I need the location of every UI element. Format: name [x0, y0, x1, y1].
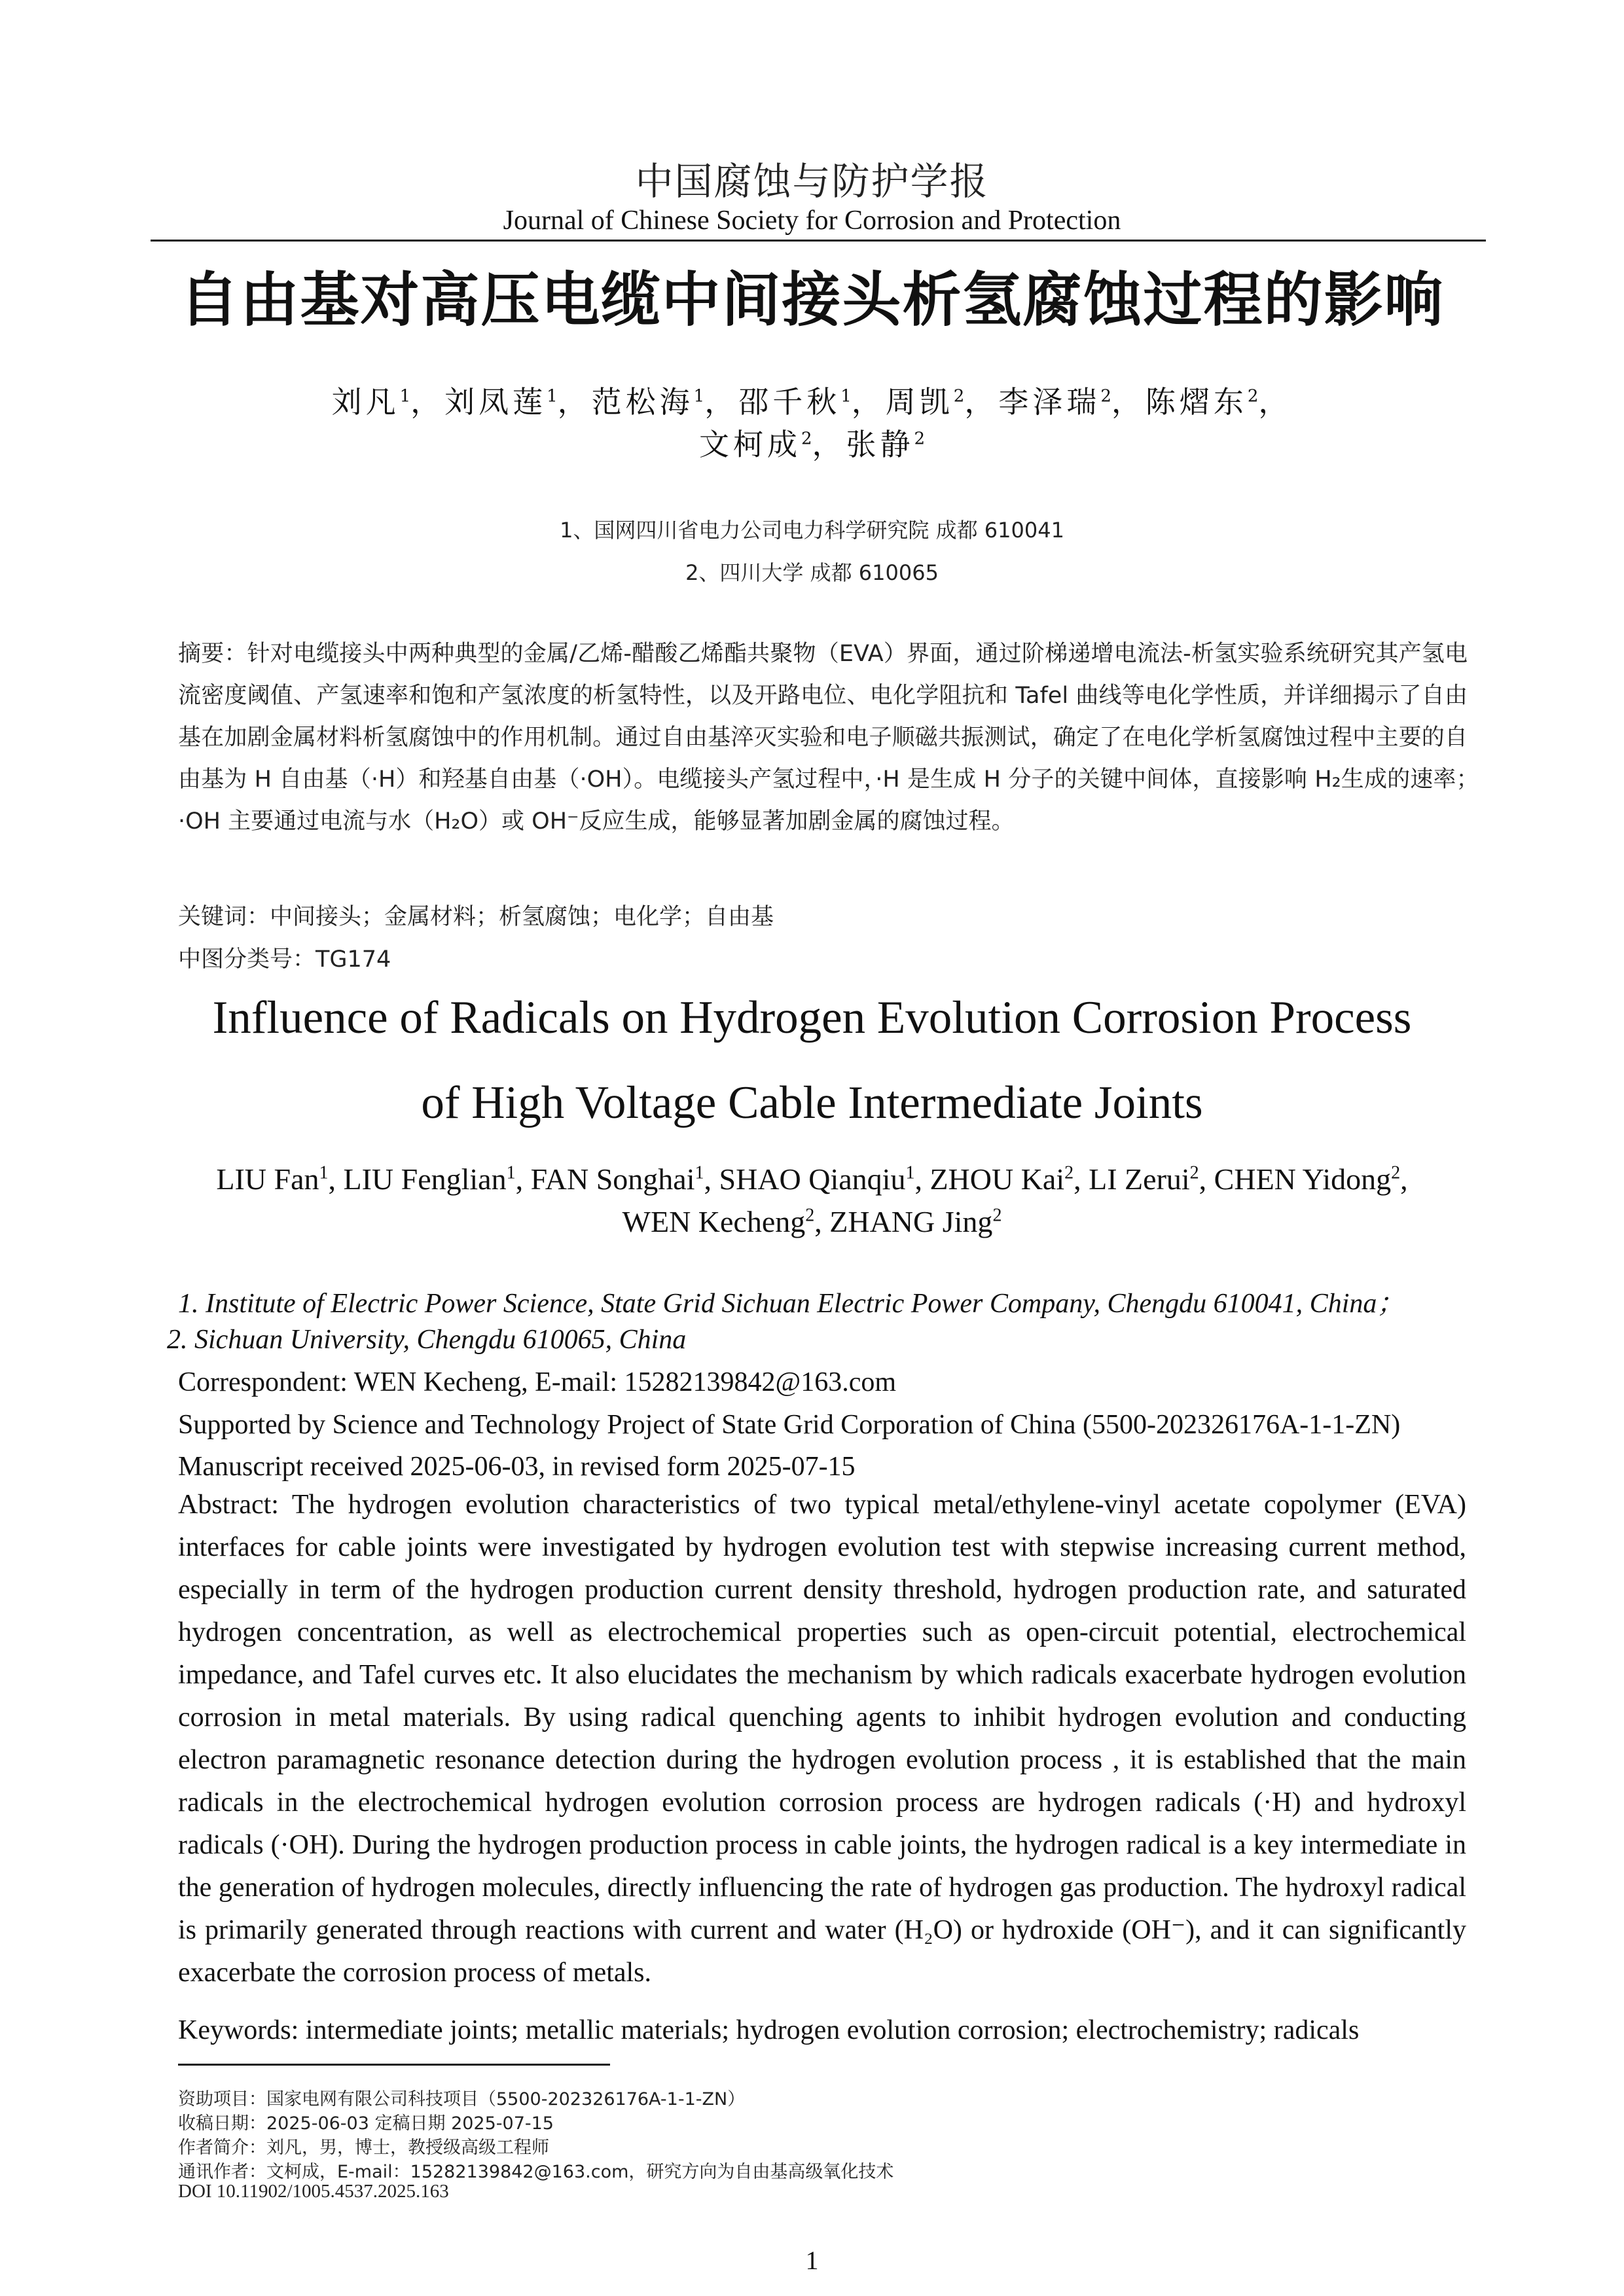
- page-number: 1: [805, 2246, 819, 2275]
- journal-name-cn: 中国腐蚀与防护学报: [635, 159, 989, 204]
- keywords-cn: 关键词：中间接头；金属材料；析氢腐蚀；电化学；自由基: [178, 904, 774, 930]
- author-en: FAN Songhai$^1$,: [530, 1162, 719, 1196]
- authors-cn-line2: [0, 421, 1624, 464]
- authors-en-line2: [0, 1194, 1624, 1244]
- affiliation-en-2: 2. Sichuan University, Chengdu 610065, China: [167, 1325, 687, 1355]
- author-cn: 文柯成$^2$，: [698, 427, 846, 462]
- author-en: LIU Fan$^1$,: [216, 1162, 344, 1196]
- author-en: LIU Fenglian$^1$,: [343, 1162, 531, 1196]
- author-en: WEN Kecheng$^2$,: [622, 1205, 830, 1239]
- author-en: SHAO Qianqiu$^1$,: [719, 1162, 930, 1196]
- journal-name-en: Journal of Chinese Society for Corrosion and Protection: [503, 206, 1121, 236]
- supported-en: Supported by Science and Technology Project of State Grid Corporation of China (5500-202326176A-1-1-ZN): [178, 1410, 1401, 1440]
- footnote-doi: DOI 10.11902/1005.4537.2025.163: [178, 2181, 449, 2202]
- affiliation-en-1: 1. Institute of Electric Power Science, State Grid Sichuan Electric Power Company, Chengdu 610041, China；: [178, 1289, 1405, 1319]
- header-rule: [151, 240, 1486, 242]
- clc-cn: 中图分类号：TG174: [178, 946, 391, 973]
- footnote-funding: 资助项目：国家电网有限公司科技项目（5500-202326176A-1-1-ZN）: [178, 2089, 746, 2109]
- footnote-rule: [178, 2064, 610, 2066]
- author-cn: 刘凡$^1$，: [331, 384, 445, 420]
- author-cn: 李泽瑞$^2$，: [998, 384, 1146, 420]
- affiliation-cn-1: 1、国网四川省电力公司电力科学研究院 成都 610041: [560, 518, 1064, 543]
- correspondent-en: Correspondent: WEN Kecheng, E-mail: 15282139842@163.com: [178, 1367, 897, 1397]
- author-cn: 邵千秋$^1$，: [738, 384, 886, 420]
- author-en: ZHOU Kai$^2$,: [929, 1162, 1089, 1196]
- keywords-en: Keywords: intermediate joints; metallic materials; hydrogen evolution corrosion; electrochemistry; radicals: [178, 2015, 1360, 2045]
- author-cn: 张静$^2$: [846, 427, 926, 462]
- affiliation-cn-2: 2、四川大学 成都 610065: [685, 560, 939, 585]
- abstract-en: Abstract: The hydrogen evolution characteristics of two typical metal/ethylene-vinyl acetate copolymer (EVA) interfaces for cable joints were investigated by hydrogen evolution test with stepwise increasing current method, especially in term of the hydrogen production current density threshold, hydrogen production rate, and saturated hydrogen concentration, as well as electrochemical properties such as open-circuit potential, electrochemical impedance, and Tafel curves etc. It also elucidates the mechanism by which radicals exacerbate hydrogen evolution corrosion in metal materials. By using radical quenching agents to inhibit hydrogen evolution and conducting electron paramagnetic resonance detection during the hydrogen evolution process , it is established that the main radicals in the electrochemical hydrogen evolution corrosion process are hydrogen radicals (·H) and hydroxyl radicals (·OH). During the hydrogen production process in cable joints, the hydrogen radical is a key intermediate in the generation of hydrogen molecules, directly influencing the rate of hydrogen gas production. The hydroxyl radical is primarily generated through reactions with current and water (H₂O) or hydroxide (OH⁻), and it can significantly exacerbate the corrosion process of metals.: [178, 1490, 1466, 1988]
- author-cn: 范松海$^1$，: [591, 384, 739, 420]
- authors-cn-line1: [0, 378, 1624, 422]
- abstract-cn: 摘要：针对电缆接头中两种典型的金属/乙烯-醋酸乙烯酯共聚物（EVA）界面，通过阶梯递增电流法-析氢实验系统研究其产氢电流密度阈值、产氢速率和饱和产氢浓度的析氢特性，以及开路电位、电化学阻抗和 Tafel 曲线等电化学性质，并详细揭示了自由基在加剧金属材料析氢腐蚀中的作用机制。通过自由基淬灭实验和电子顺磁共振测试，确定了在电化学析氢腐蚀过程中主要的自由基为 H 自由基（·H）和羟基自由基（·OH）。电缆接头产氢过程中，·H 是生成 H 分子的关键中间体，直接影响 H₂生成的速率；·OH 主要通过电流与水（H₂O）或 OH⁻反应生成，能够显著加剧金属的腐蚀过程。: [178, 641, 1468, 834]
- author-cn: 陈熠东$^2$，: [1145, 384, 1293, 420]
- author-en: ZHANG Jing$^2$: [829, 1205, 1002, 1239]
- title-en-line1: Influence of Radicals on Hydrogen Evolution Corrosion Process: [212, 992, 1412, 1043]
- author-en: LI Zerui$^2$,: [1089, 1162, 1214, 1196]
- received-en: Manuscript received 2025-06-03, in revised form 2025-07-15: [178, 1452, 856, 1482]
- title-en-line2: of High Voltage Cable Intermediate Joints: [421, 1077, 1203, 1128]
- author-en: CHEN Yidong$^2$,: [1214, 1162, 1408, 1196]
- title-cn: 自由基对高压电缆中间接头析氢腐蚀过程的影响: [179, 266, 1445, 334]
- author-cn: 刘凤莲$^1$，: [444, 384, 592, 420]
- footnote-dates: 收稿日期：2025-06-03 定稿日期 2025-07-15: [178, 2113, 554, 2134]
- footnote-author-bio: 作者简介：刘凡，男，博士，教授级高级工程师: [178, 2138, 549, 2158]
- author-cn: 周凯$^2$，: [885, 384, 999, 420]
- footnote-correspondent: 通讯作者：文柯成，E-mail：15282139842@163.com，研究方向为自由基高级氧化技术: [178, 2162, 894, 2182]
